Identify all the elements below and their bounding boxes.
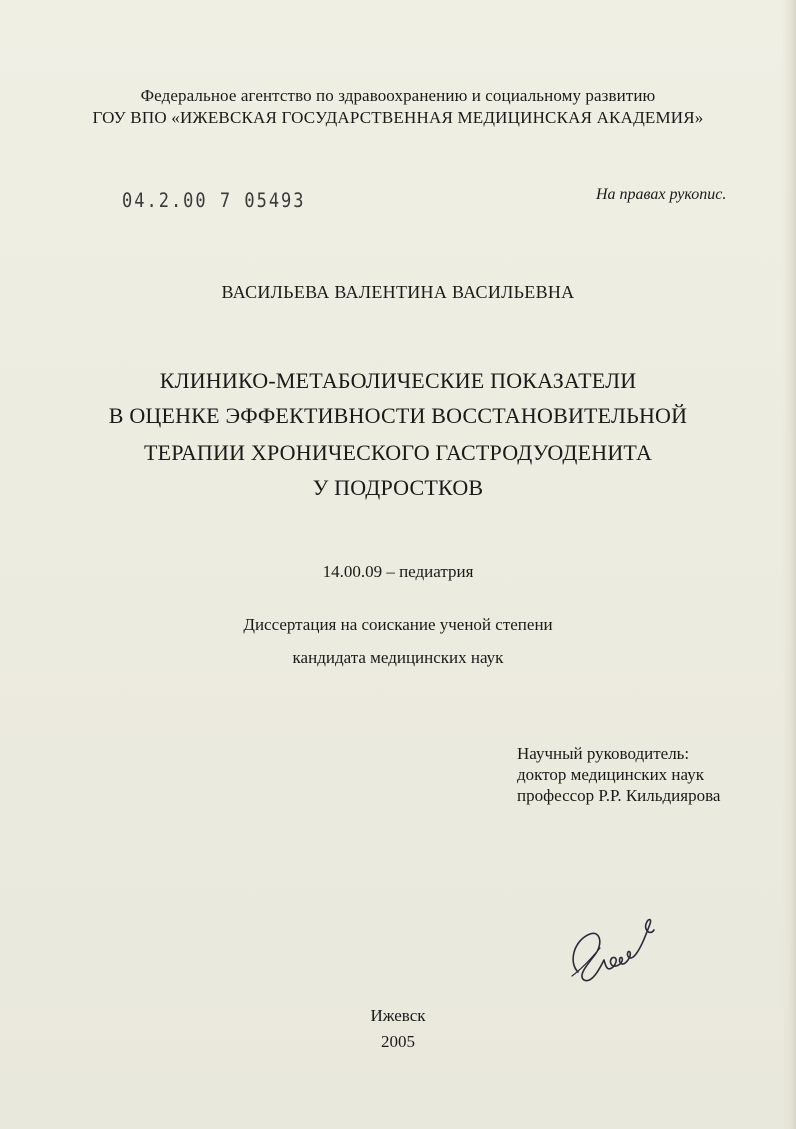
advisor-line-1: Научный руководитель: <box>517 744 690 763</box>
title-line-4: У ПОДРОСТКОВ <box>312 475 484 500</box>
dissertation-line-1: Диссертация на соискание ученой степени <box>243 615 553 634</box>
advisor-block <box>517 743 720 806</box>
handwritten-signature <box>560 910 670 990</box>
author-name: ВАСИЛЬЕВА ВАЛЕНТИНА ВАСИЛЬЕВНА <box>221 282 575 302</box>
academy-line: ГОУ ВПО «ИЖЕВСКАЯ ГОСУДАРСТВЕННАЯ МЕДИЦИНСКАЯ АКАДЕМИЯ» <box>92 108 704 127</box>
specialty-code: 14.00.09 – педиатрия <box>322 562 474 581</box>
advisor-line-2: доктор медицинских наук <box>517 765 704 784</box>
year: 2005 <box>381 1032 415 1051</box>
advisor-line-3: профессор Р.Р. Кильдиярова <box>517 786 721 805</box>
agency-line: Федеральное агентство по здравоохранению и социальному развитию <box>140 86 656 105</box>
dissertation-line-2: кандидата медицинских наук <box>292 648 504 667</box>
city: Ижевск <box>370 1006 426 1025</box>
title-line-3: ТЕРАПИИ ХРОНИЧЕСКОГО ГАСТРОДУОДЕНИТА <box>143 440 653 465</box>
rights-note: На правах рукопис. <box>596 186 727 203</box>
title-line-2: В ОЦЕНКЕ ЭФФЕКТИВНОСТИ ВОССТАНОВИТЕЛЬНОЙ <box>108 403 688 428</box>
registration-number: 04.2.00 7 05493 <box>122 189 306 213</box>
title-line-1: КЛИНИКО-МЕТАБОЛИЧЕСКИЕ ПОКАЗАТЕЛИ <box>159 368 637 393</box>
